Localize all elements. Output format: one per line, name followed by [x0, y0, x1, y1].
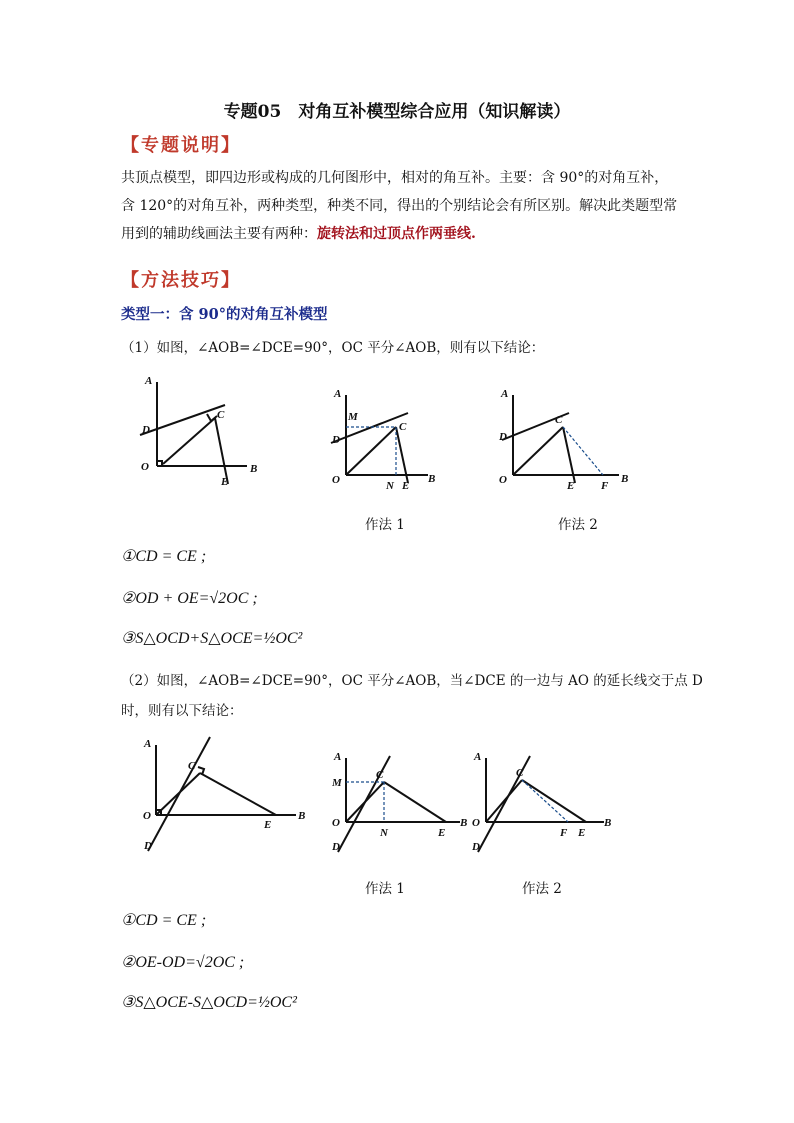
svg-text:C: C: [399, 421, 407, 433]
svg-text:O: O: [472, 817, 480, 829]
figure-1-base: [135, 368, 275, 493]
svg-text:D: D: [472, 841, 480, 853]
svg-text:B: B: [460, 817, 468, 829]
svg-text:C: C: [555, 414, 563, 426]
part2-caption-method-2: 作法 2: [522, 881, 562, 897]
svg-text:O: O: [332, 817, 340, 829]
page-title: 专题05 对角互补模型综合应用（知识解读）: [223, 102, 571, 122]
svg-text:B: B: [298, 810, 306, 822]
svg-text:O: O: [143, 810, 151, 822]
intro-line-1: 共顶点模型，即四边形或构成的几何图形中，相对的角互补。主要：含 90°的对角互补，: [121, 170, 669, 186]
svg-text:B: B: [604, 817, 612, 829]
svg-text:A: A: [474, 751, 482, 763]
part1-caption-method-2: 作法 2: [558, 517, 598, 533]
svg-text:F: F: [601, 480, 609, 492]
method-heading: 【方法技巧】: [121, 270, 241, 291]
svg-text:M: M: [332, 777, 342, 789]
part2-statement-line-1: （2）如图，∠AOB=∠DCE=90°，OC 平分∠AOB，当∠DCE 的一边与 AO 的延长线交于点 D: [121, 673, 703, 689]
figure-1-method-1: [326, 385, 446, 497]
figure-2-method-2: [472, 750, 622, 860]
figure-2-method-1: [332, 750, 472, 860]
svg-text:N: N: [386, 480, 394, 492]
intro-line-3: 用到的辅助线画法主要有两种：旋转法和过顶点作两垂线.: [121, 226, 476, 242]
type1-heading: 类型一：含 90°的对角互补模型: [121, 306, 328, 323]
svg-text:E: E: [578, 827, 586, 839]
svg-text:C: C: [217, 409, 225, 421]
svg-text:B: B: [250, 463, 258, 475]
intro-line-2: 含 120°的对角互补，两种类型，种类不同，得出的个别结论会有所区别。解决此类题型常: [121, 198, 678, 214]
svg-text:C: C: [516, 767, 524, 779]
svg-text:D: D: [142, 424, 150, 436]
part2-conclusion-3: ③S△OCE-S△OCD=½OC²: [121, 994, 297, 1011]
svg-text:A: A: [144, 738, 152, 750]
part2-statement-line-2: 时，则有以下结论：: [121, 703, 243, 719]
svg-text:E: E: [221, 476, 229, 488]
svg-text:M: M: [348, 411, 358, 423]
part2-conclusion-2: ②OE-OD=√2OC ;: [121, 954, 245, 971]
svg-text:D: D: [144, 840, 152, 852]
svg-text:D: D: [332, 434, 340, 446]
part1-caption-method-1: 作法 1: [365, 517, 405, 533]
svg-text:A: A: [145, 375, 153, 387]
svg-text:E: E: [438, 827, 446, 839]
svg-text:E: E: [402, 480, 410, 492]
svg-text:B: B: [428, 473, 436, 485]
svg-text:A: A: [501, 388, 509, 400]
intro-paragraph: [121, 164, 677, 248]
svg-text:A: A: [334, 388, 342, 400]
svg-text:B: B: [621, 473, 629, 485]
svg-text:O: O: [141, 461, 149, 473]
part1-statement: （1）如图，∠AOB=∠DCE=90°，OC 平分∠AOB，则有以下结论：: [121, 340, 545, 356]
svg-text:O: O: [499, 474, 507, 486]
svg-text:F: F: [560, 827, 568, 839]
figure-2-base: [138, 733, 308, 858]
figure-1-method-2: [497, 385, 637, 497]
part1-conclusion-2: ②OD + OE=√2OC ;: [121, 590, 258, 607]
intro-highlight: 旋转法和过顶点作两垂线.: [317, 226, 476, 242]
svg-text:D: D: [332, 841, 340, 853]
part1-conclusion-3: ③S△OCD+S△OCE=½OC²: [121, 630, 303, 647]
svg-text:N: N: [380, 827, 388, 839]
svg-text:E: E: [264, 819, 272, 831]
svg-text:C: C: [188, 760, 196, 772]
svg-text:E: E: [567, 480, 575, 492]
svg-text:C: C: [376, 769, 384, 781]
svg-text:A: A: [334, 751, 342, 763]
part2-conclusion-1: ①CD = CE ;: [121, 912, 207, 929]
intro-heading: 【专题说明】: [121, 135, 241, 156]
svg-text:D: D: [499, 431, 507, 443]
part2-caption-method-1: 作法 1: [365, 881, 405, 897]
svg-text:O: O: [332, 474, 340, 486]
part1-conclusion-1: ①CD = CE ;: [121, 548, 207, 565]
